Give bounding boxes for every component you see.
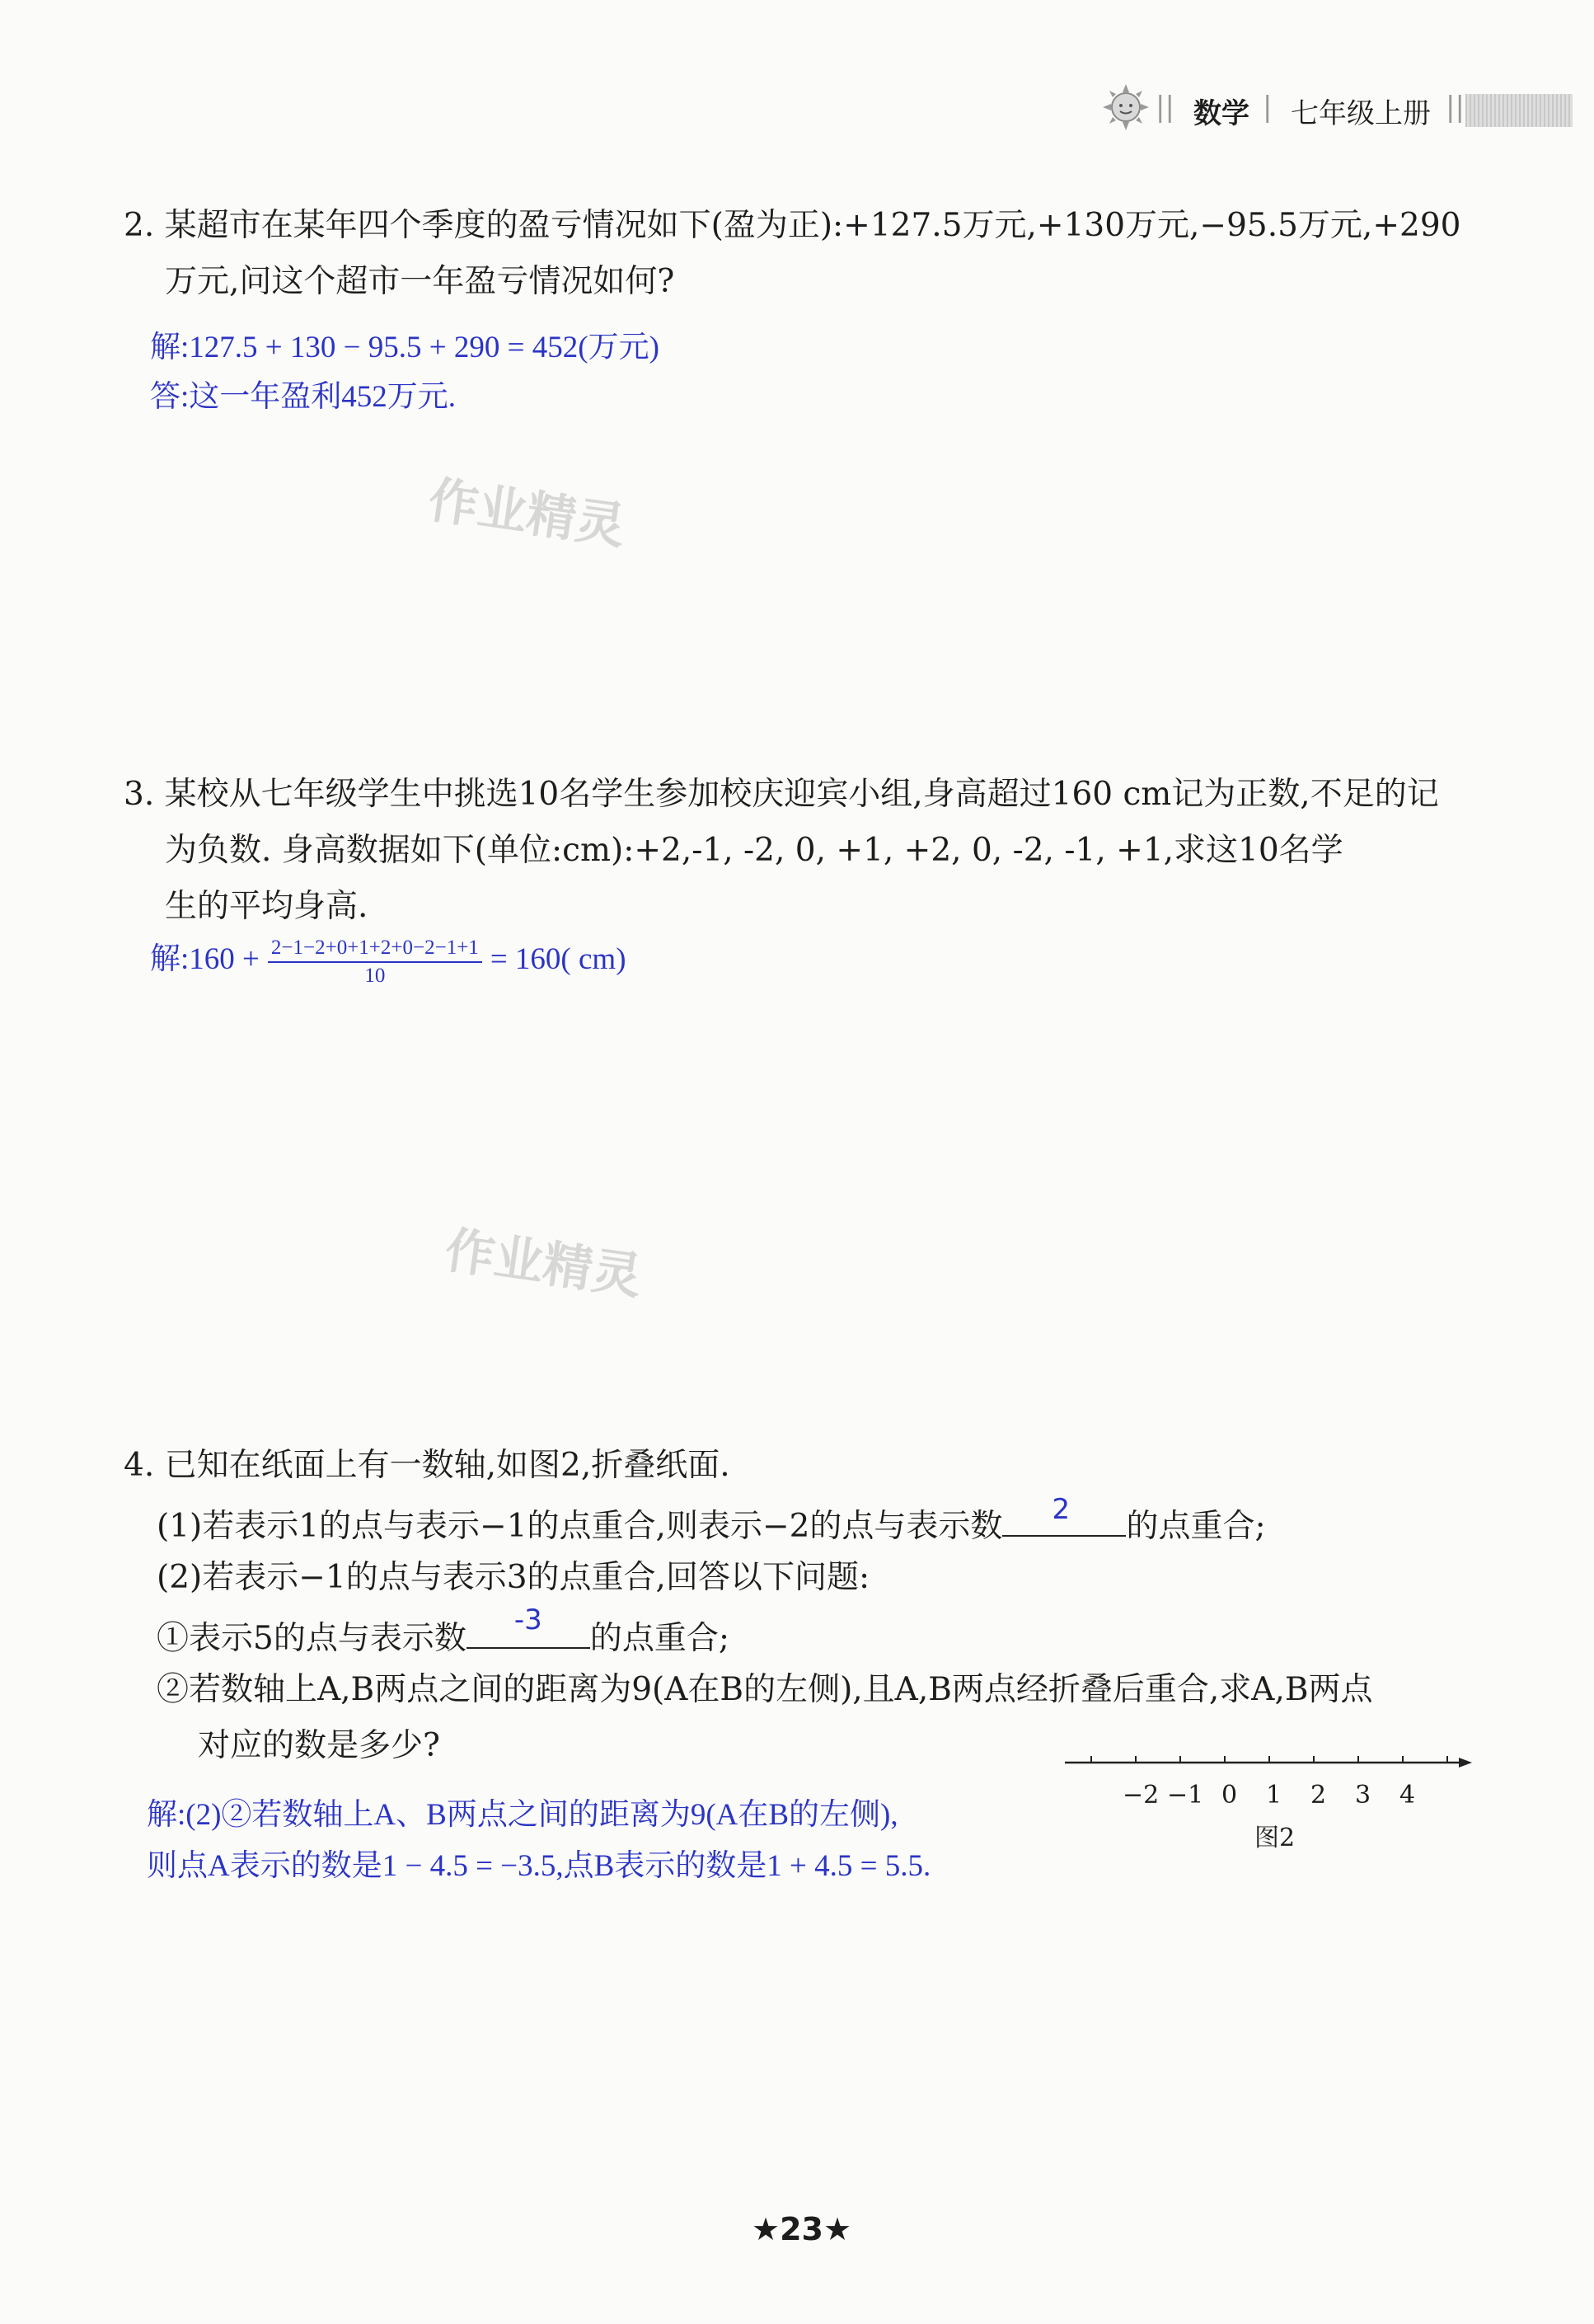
q4-part1-fill: 2	[1052, 1493, 1071, 1526]
q4-part1-before: (1)若表示1的点与表示−1的点重合,则表示−2的点与表示数	[157, 1508, 1003, 1545]
q4-part1-after: 的点重合;	[1126, 1508, 1266, 1545]
q3-answer-suffix: = 160( cm)	[490, 942, 626, 976]
q3-text-line2: 为负数. 身高数据如下(单位:cm):+2,-1, -2, 0, +1, +2, 0, -2, -1, +1,求这10名学	[165, 832, 1343, 869]
header-subject: 数学	[1193, 97, 1249, 130]
axis-tick-label: −1	[1167, 1781, 1204, 1810]
fraction-numerator: 2−1−2+0+1+2+0−2−1+1	[268, 937, 482, 963]
axis-tick-label: 4	[1399, 1781, 1416, 1810]
header-divider: ||	[1446, 91, 1465, 124]
q3-answer	[150, 933, 626, 988]
q3-text-line1: 3. 某校从七年级学生中挑选10名学生参加校庆迎宾小组,身高超过160 cm记为正数,不足的记	[124, 776, 1439, 813]
figure-caption: 图2	[1254, 1824, 1296, 1852]
sun-mascot-icon	[1101, 82, 1151, 132]
q4-sub1	[157, 1603, 729, 1657]
q2-answer-line2: 答:这一年盈利452万元.	[150, 380, 457, 414]
header-divider: ||	[1156, 91, 1174, 124]
q2-answer-line1: 解:127.5 + 130 − 95.5 + 290 = 452(万元)	[150, 331, 659, 364]
header-divider: |	[1263, 91, 1273, 124]
q2-text-line1: 2. 某超市在某年四个季度的盈亏情况如下(盈为正):+127.5万元,+130万元,−95.5万元,+290	[124, 207, 1461, 244]
q4-sub1-fill: -3	[513, 1603, 542, 1636]
q4-answer-line2: 则点A表示的数是1 − 4.5 = −3.5,点B表示的数是1 + 4.5 = 5.5.	[147, 1849, 931, 1883]
q4-part2: (2)若表示−1的点与表示3的点重合,回答以下问题:	[157, 1559, 870, 1596]
q4-sub2-line1: ②若数轴上A,B两点之间的距离为9(A在B的左侧),且A,B两点经折叠后重合,求A,B两点	[157, 1671, 1373, 1708]
q2-text-line2: 万元,问这个超市一年盈亏情况如何?	[165, 263, 675, 300]
watermark: 作业精灵	[441, 1221, 646, 1307]
axis-tick-label: 3	[1355, 1781, 1371, 1810]
q4-sub1-blank	[466, 1603, 590, 1649]
q3-answer-prefix: 解:160 +	[150, 942, 260, 976]
axis-tick-label: 2	[1310, 1781, 1327, 1810]
number-line-axis	[1063, 1746, 1475, 1779]
q4-text-line1: 4. 已知在纸面上有一数轴,如图2,折叠纸面.	[124, 1447, 730, 1484]
fraction-denominator: 10	[364, 964, 386, 987]
q4-part1	[157, 1493, 1266, 1545]
axis-tick-label: −2	[1123, 1781, 1160, 1810]
axis-tick-label: 1	[1266, 1781, 1282, 1810]
q3-text-line3: 生的平均身高.	[165, 888, 368, 925]
axis-tick-label: 0	[1221, 1781, 1238, 1810]
q4-answer-line1: 解:(2)②若数轴上A、B两点之间的距离为9(A在B的左侧),	[147, 1798, 898, 1832]
header-grade: 七年级上册	[1291, 97, 1431, 130]
q3-answer-fraction	[268, 937, 482, 988]
q4-sub1-before: ①表示5的点与表示数	[157, 1620, 466, 1657]
watermark: 作业精灵	[424, 471, 630, 556]
q4-sub1-after: 的点重合;	[589, 1620, 729, 1657]
q4-part1-blank	[1002, 1493, 1126, 1537]
page-number: ★23★	[752, 2211, 852, 2247]
header-stripe	[1465, 94, 1573, 127]
q4-sub2-line2: 对应的数是多少?	[198, 1727, 440, 1764]
